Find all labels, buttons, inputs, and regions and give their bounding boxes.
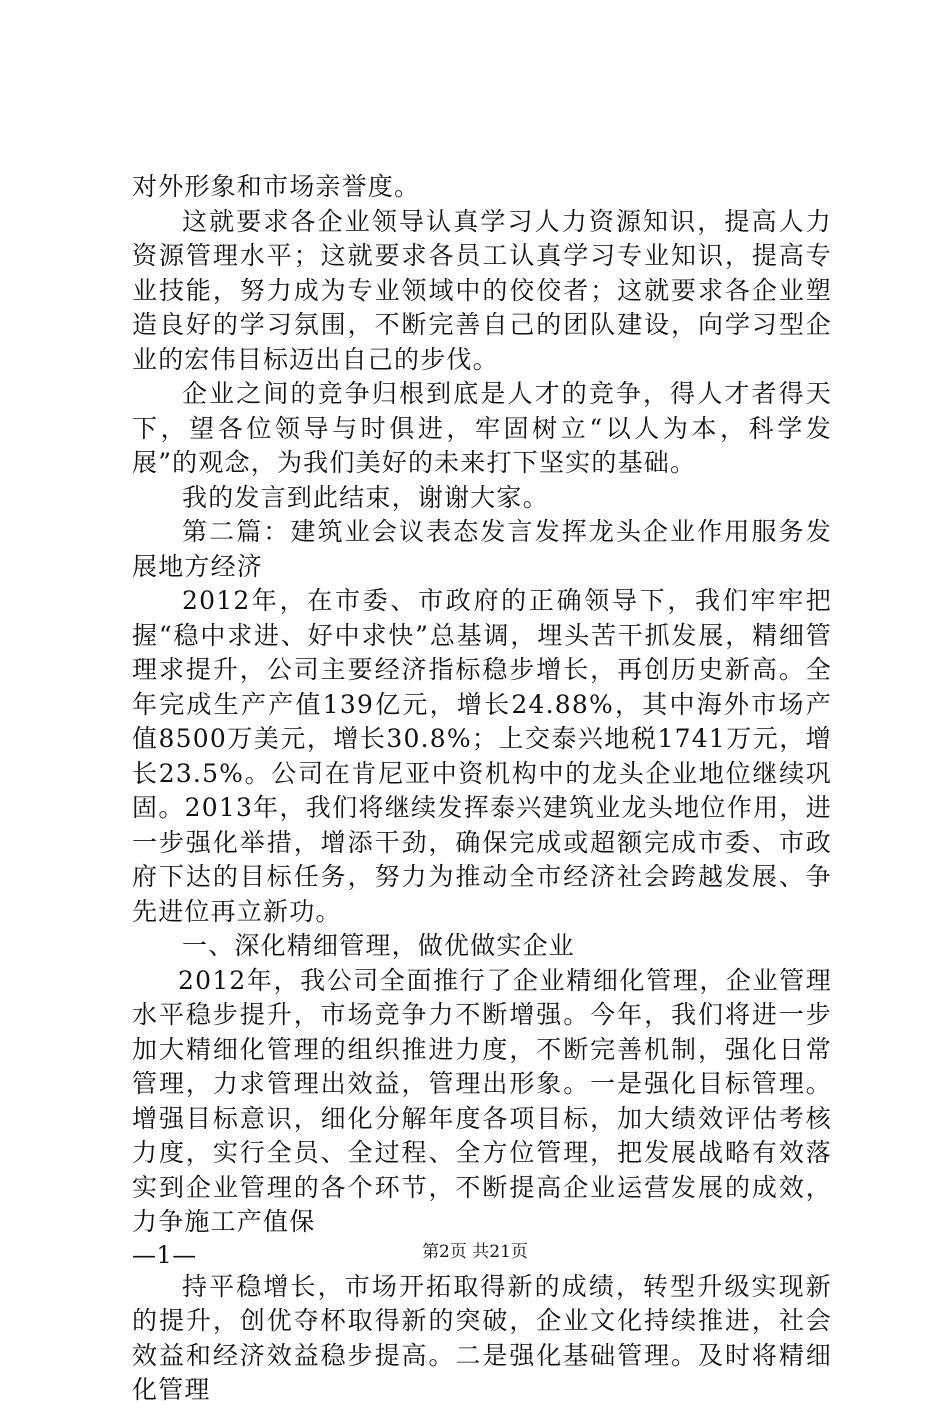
paragraph-closing: 我的发言到此结束，谢谢大家。 — [182, 482, 549, 512]
paragraph-talent: 企业之间的竞争归根到底是人才的竞争，得人才者得天下，望各位领导与时俱进，牢固树立“以人为本，科学发展”的观念，为我们美好的未来打下坚实的基础。 — [132, 379, 832, 477]
document-body — [132, 170, 832, 1408]
paragraph-2012-summary: 2012年，在市委、市政府的正确领导下，我们牢牢把握“稳中求进、好中求快”总基调，埋头苦干抓发展，精细管理求提升，公司主要经济指标稳步增长，再创历史新高。全年完成生产产值139亿元，增长24.88%，其中海外市场产值8500万美元，增长30.8%；上交泰兴地税1741万元，增长23.5%。公司在肯尼亚中资机构中的龙头企业地位继续巩固。2013年，我们将继续发挥泰兴建筑业龙头地位作用，进一步强化举措，增添干劲，确保完成或超额完成市委、市政府下达的目标任务，努力为推动全市经济社会跨越发展、争先进位再立新功。 — [132, 586, 832, 926]
section-heading-fine-management: 一、深化精细管理，做优做实企业 — [182, 931, 576, 960]
paragraph-fine-management: 2012年，我公司全面推行了企业精细化管理，企业管理水平稳步提升，市场竞争力不断增强。今年，我们将进一步加大精细化管理的组织推进力度，不断完善机制，强化日常管理，力求管理出效益，管理出形象。一是强化目标管理。增强目标意识，细化分解年度各项目标，加大绩效评估考核力度，实行全员、全过程、全方位管理，把发展战略有效落实到企业管理的各个环节，不断提高企业运营发展的成效，力争施工产值保 — [132, 965, 832, 1236]
paragraph-learning: 这就要求各企业领导认真学习人力资源知识，提高人力资源管理水平；这就要求各员工认真学习专业知识，提高专业技能，努力成为专业领域中的佼佼者；这就要求各企业塑造良好的学习氛围，不断完善自己的团队建设，向学习型企业的宏伟目标迈出自己的步伐。 — [132, 206, 832, 374]
paragraph-continued: 持平稳增长，市场开拓取得新的成绩，转型升级实现新的提升，创优夺杯取得新的突破，企业文化持续推进，社会效益和经济效益稳步提高。二是强化基础管理。及时将精细化管理 — [132, 1271, 832, 1404]
page-footer: 第2页 共21页 — [422, 1242, 528, 1262]
page-marker: —1— — [132, 1240, 197, 1269]
section-title-second-article: 第二篇：建筑业会议表态发言发挥龙头企业作用服务发展地方经济 — [132, 517, 832, 581]
paragraph-continuation: 对外形象和市场亲誉度。 — [132, 172, 421, 201]
